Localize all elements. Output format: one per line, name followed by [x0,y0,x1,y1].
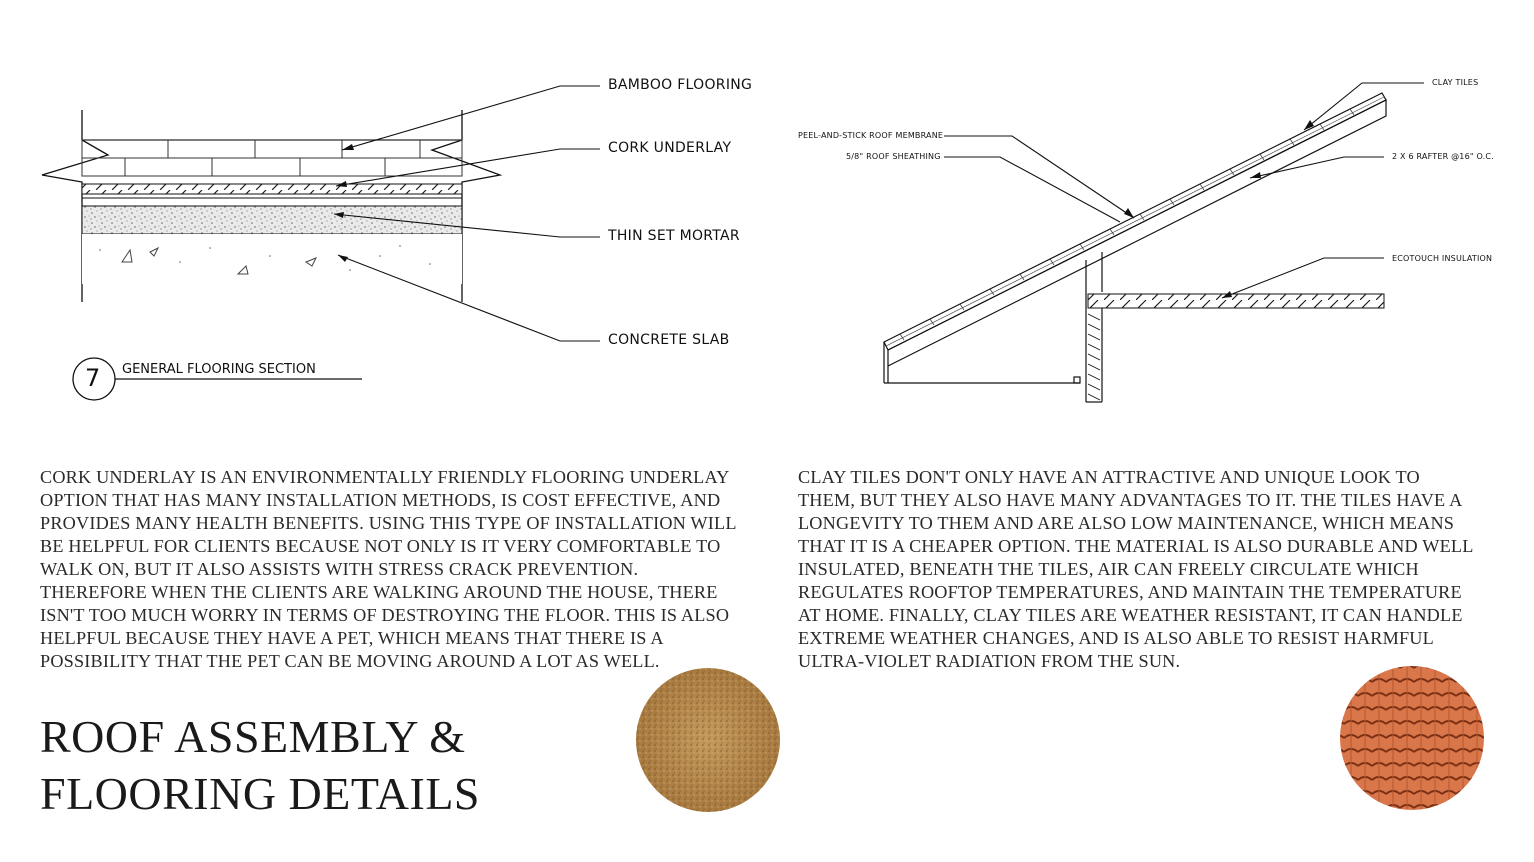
page-title-line1: ROOF ASSEMBLY & [40,711,466,762]
label-roof-membrane: PEEL-AND-STICK ROOF MEMBRANE [798,131,944,140]
cork-texture-swatch-icon [636,668,780,812]
cork-description: CORK UNDERLAY IS AN ENVIRONMENTALLY FRIENDLY FLOORING UNDERLAY OPTION THAT HAS MANY INSTALLATION METHODS, IS COST EFFECTIVE, AND PROVIDES MANY HEALTH BENEFITS. USING THIS TYPE OF INSTALLATION WILL BE HELPFUL FOR CLIENTS BECAUSE NOT ONLY IS IT VERY COMFORTABLE TO WALK ON, BUT IT ALSO ASSISTS WITH STRESS CRACK PREVENTION. THEREFORE WHEN THE CLIENTS ARE WALKING AROUND THE HOUSE, THERE ISN'T TOO MUCH WORRY IN TERMS OF DESTROYING THE FLOOR. THIS IS ALSO HELPFUL BECAUSE THEY HAVE A PET, WHICH MEANS THAT THERE IS A POSSIBILITY THAT THE PET CAN BE MOVING AROUND A LOT AS WELL. [40,467,736,671]
label-roof-sheathing: 5/8" ROOF SHEATHING [846,152,941,161]
label-bamboo-flooring: BAMBOO FLOORING [608,77,753,93]
clay-tile-swatch-icon [1340,666,1484,810]
clay-description: CLAY TILES DON'T ONLY HAVE AN ATTRACTIVE AND UNIQUE LOOK TO THEM, BUT THEY ALSO HAVE MANY ADVANTAGES TO IT. THE TILES HAVE A LONGEVITY TO THEM AND ARE ALSO LOW MAINTENANCE, WHICH MEANS THAT IT IS A CHEAPER OPTION. THE MATERIAL IS ALSO DURABLE AND WELL INSULATED, BENEATH THE TILES, AIR CAN FREELY CIRCULATE WHICH REGULATES ROOFTOP TEMPERATURES, AND MAINTAIN THE TEMPERATURE AT HOME. FINALLY, CLAY TILES ARE WEATHER RESISTANT, IT CAN HANDLE EXTREME WEATHER CHANGES, AND IS ALSO ABLE TO RESIST HARMFUL ULTRA-VIOLET RADIATION FROM THE SUN. [798,467,1473,671]
label-ecotouch-insulation: ECOTOUCH INSULATION [1392,254,1493,263]
label-cork-underlay: CORK UNDERLAY [608,140,732,156]
label-thin-set-mortar: THIN SET MORTAR [608,228,740,244]
page-title-line2: FLOORING DETAILS [40,768,481,819]
label-concrete-slab: CONCRETE SLAB [608,332,730,348]
section-title: GENERAL FLOORING SECTION [122,362,316,377]
label-clay-tiles: CLAY TILES [1432,78,1479,87]
label-rafter: 2 X 6 RAFTER @16" O.C. [1392,152,1494,161]
section-number: 7 [85,364,101,392]
